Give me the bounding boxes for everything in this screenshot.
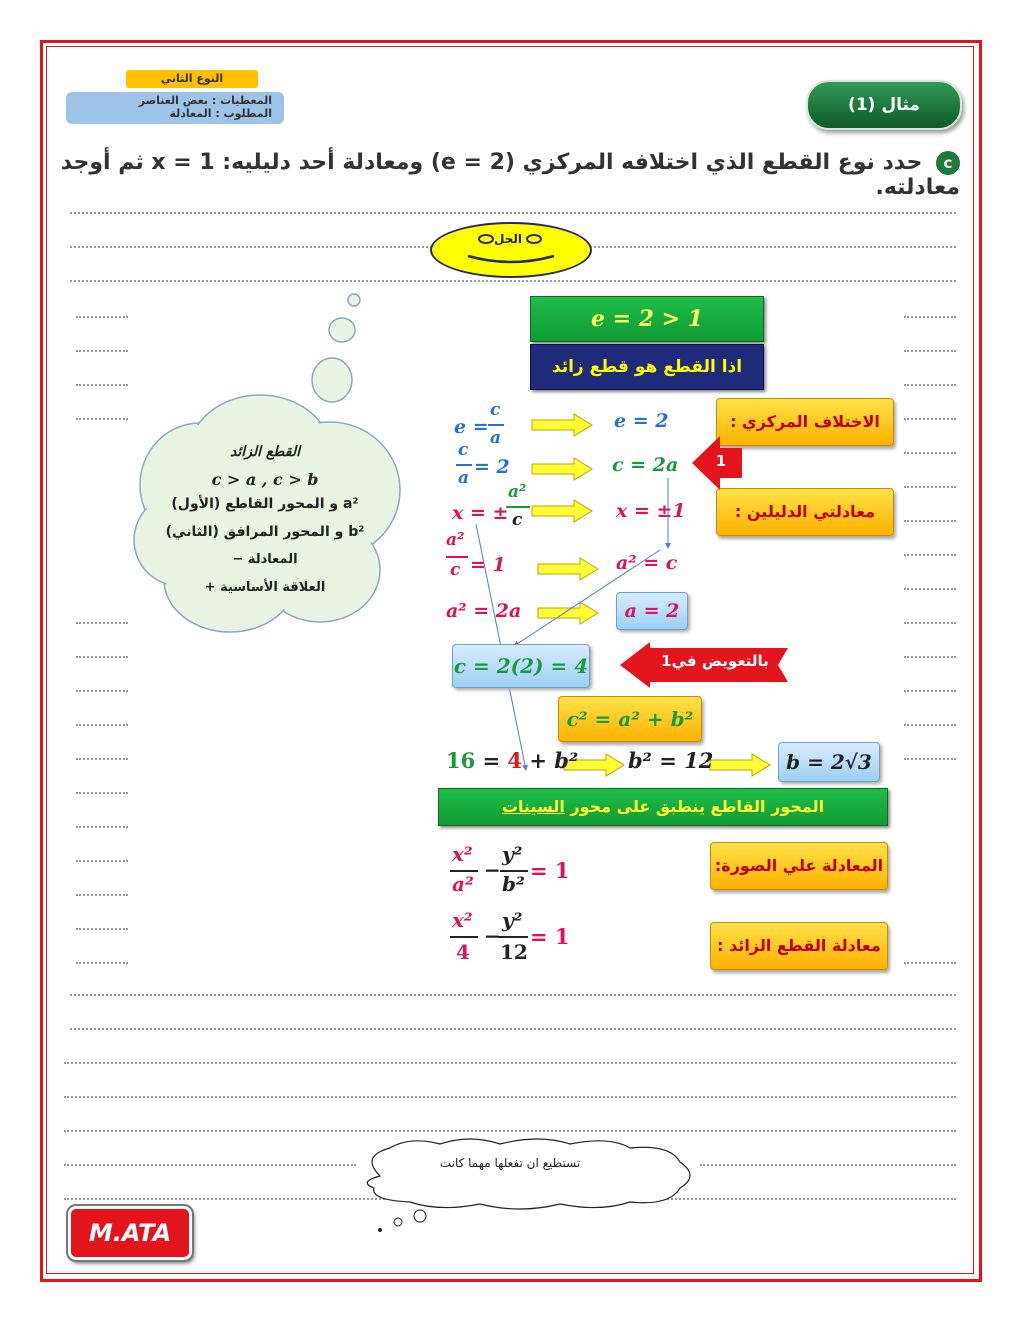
a-value-box: a = 2 — [616, 592, 688, 630]
rule-line — [76, 928, 128, 930]
rule-line — [76, 724, 128, 726]
eq1-y-num: y² — [502, 842, 523, 866]
rule-line — [904, 622, 956, 624]
sub-eq: = — [475, 748, 508, 773]
rule-line — [70, 280, 956, 282]
rule-line — [904, 418, 956, 420]
eq2-x-num: x² — [452, 908, 473, 932]
left-ca-den: a — [458, 468, 470, 488]
givens-text: المعطيات : بعض العناصر — [138, 94, 272, 107]
motto-text: تستطيع ان تفعلها مهما كانت — [439, 1156, 581, 1170]
eq2-y-num: y² — [502, 908, 523, 932]
rule-line — [904, 554, 956, 556]
rule-line — [64, 1096, 956, 1098]
rule-line — [64, 1164, 356, 1166]
fraction-bar — [450, 936, 478, 938]
cloud-conjugate-axis: b² و المحور المرافق (الثاني) — [165, 524, 365, 540]
type-tag: النوع الثاني — [126, 70, 258, 88]
rule-line — [64, 1130, 956, 1132]
cloud-title: القطع الزائد — [229, 444, 301, 460]
rule-line — [76, 962, 128, 964]
rule-line — [904, 588, 956, 590]
eq2-minus: − — [484, 924, 501, 948]
rule-line — [76, 656, 128, 658]
eq1-minus: − — [484, 858, 501, 882]
eq1-rhs: = 1 — [530, 858, 570, 883]
label-hyperbola-eq: معادلة القطع الزائد : — [710, 922, 888, 970]
step-one-badge: 1 — [715, 452, 727, 470]
connector-lines — [460, 470, 700, 790]
rule-line — [76, 758, 128, 760]
label-standard-eq: المعادلة علي الصورة: — [710, 842, 888, 890]
rule-line — [70, 994, 956, 996]
left-a2c-den: c — [450, 560, 461, 580]
cloud-inequalities: c > a , c > b — [211, 470, 319, 489]
left-a2-2a: a² = 2a — [446, 600, 522, 622]
left-a2c-num: a² — [446, 530, 465, 550]
rule-line — [64, 1062, 956, 1064]
solution-label: الحل — [494, 232, 522, 246]
givens-tag — [66, 92, 284, 124]
cloud-equation-sign: المعادلة − — [232, 552, 298, 567]
question-letter: c — [936, 151, 960, 175]
question-text: حدد نوع القطع الذي اختلافه المركزي (e = 2) ومعادلة أحد دليليه: x = 1 ثم أوجد معادلته. — [60, 150, 960, 200]
rule-line — [76, 860, 128, 862]
eq2-x-den: 4 — [456, 940, 470, 964]
rule-line — [70, 1028, 956, 1030]
cloud-relation-sign: العلاقة الأساسية + — [204, 580, 326, 595]
rule-line — [904, 486, 956, 488]
left-ca-rhs: = 2 — [474, 456, 510, 478]
cloud-transverse-axis: a² و المحور القاطع (الأول) — [171, 496, 359, 512]
eq1-x-num: x² — [452, 842, 473, 866]
left-a2c-rhs: = 1 — [470, 554, 506, 576]
axis-statement-x: السينات — [501, 797, 565, 816]
substitute-label: بالتعويض في1 — [661, 652, 769, 670]
left-e-eq: e = — [454, 416, 489, 438]
rule-line — [76, 690, 128, 692]
rule-line — [904, 452, 956, 454]
right-e: e = 2 — [614, 410, 669, 432]
label-directrix: معادلتي الدليلين : — [716, 488, 894, 536]
eq2-y-den: 12 — [500, 940, 528, 964]
arrow-right-icon — [530, 412, 594, 438]
left-x-den: c — [512, 510, 523, 530]
motto-cloud — [350, 1136, 702, 1236]
left-x-lhs: x = ± — [452, 502, 509, 524]
b2-result: b² = 12 — [628, 748, 714, 773]
eq1-x-den: a² — [452, 872, 474, 896]
rule-line — [904, 350, 956, 352]
rule-line — [904, 758, 956, 760]
right-x1: x = ±1 — [616, 500, 686, 522]
rule-line — [904, 384, 956, 386]
rule-line — [76, 792, 128, 794]
rule-line — [76, 826, 128, 828]
axis-statement-text: المحور القاطع ينطبق على محور — [564, 797, 825, 816]
fraction-bar — [498, 936, 528, 938]
rule-line — [904, 690, 956, 692]
left-e-den: a — [490, 428, 502, 448]
fraction-bar — [488, 424, 504, 426]
sub-16: 16 — [446, 748, 476, 773]
rule-line — [904, 316, 956, 318]
eq2-rhs: = 1 — [530, 924, 570, 949]
left-x-num: a² — [508, 482, 527, 502]
c-value-box: c = 2(2) = 4 — [452, 644, 590, 688]
right-c2a: c = 2a — [612, 454, 679, 476]
rule-line — [904, 520, 956, 522]
rule-line — [904, 724, 956, 726]
rule-line — [76, 894, 128, 896]
left-e-num: c — [490, 400, 501, 420]
required-text: المطلوب : المعادلة — [169, 107, 272, 120]
left-ca-num: c — [458, 440, 469, 460]
sub-rest: + b² — [522, 748, 579, 773]
example-title: مثال (1) — [806, 80, 962, 130]
fraction-bar — [456, 464, 472, 466]
b-value-box: b = 2√3 — [778, 742, 880, 782]
question — [60, 150, 960, 200]
sub-4: 4 — [507, 748, 523, 773]
arrow-right-icon — [708, 752, 772, 778]
eccentricity-box: e = 2 > 1 — [530, 296, 764, 342]
right-a2c: a² = c — [616, 552, 678, 574]
eq1-y-den: b² — [502, 872, 525, 896]
relation-box: c² = a² + b² — [558, 696, 702, 742]
conclusion-box: اذا القطع هو قطع زائد — [530, 344, 764, 390]
rule-line — [904, 962, 956, 964]
author-badge: M.ATA — [68, 1206, 192, 1260]
smiley-face — [430, 222, 592, 278]
substitution-line — [446, 748, 578, 773]
rule-line — [700, 1164, 956, 1166]
label-eccentricity: الاختلاف المركزي : — [716, 398, 894, 446]
axis-statement — [438, 788, 888, 826]
rule-line — [70, 212, 956, 214]
rule-line — [904, 656, 956, 658]
